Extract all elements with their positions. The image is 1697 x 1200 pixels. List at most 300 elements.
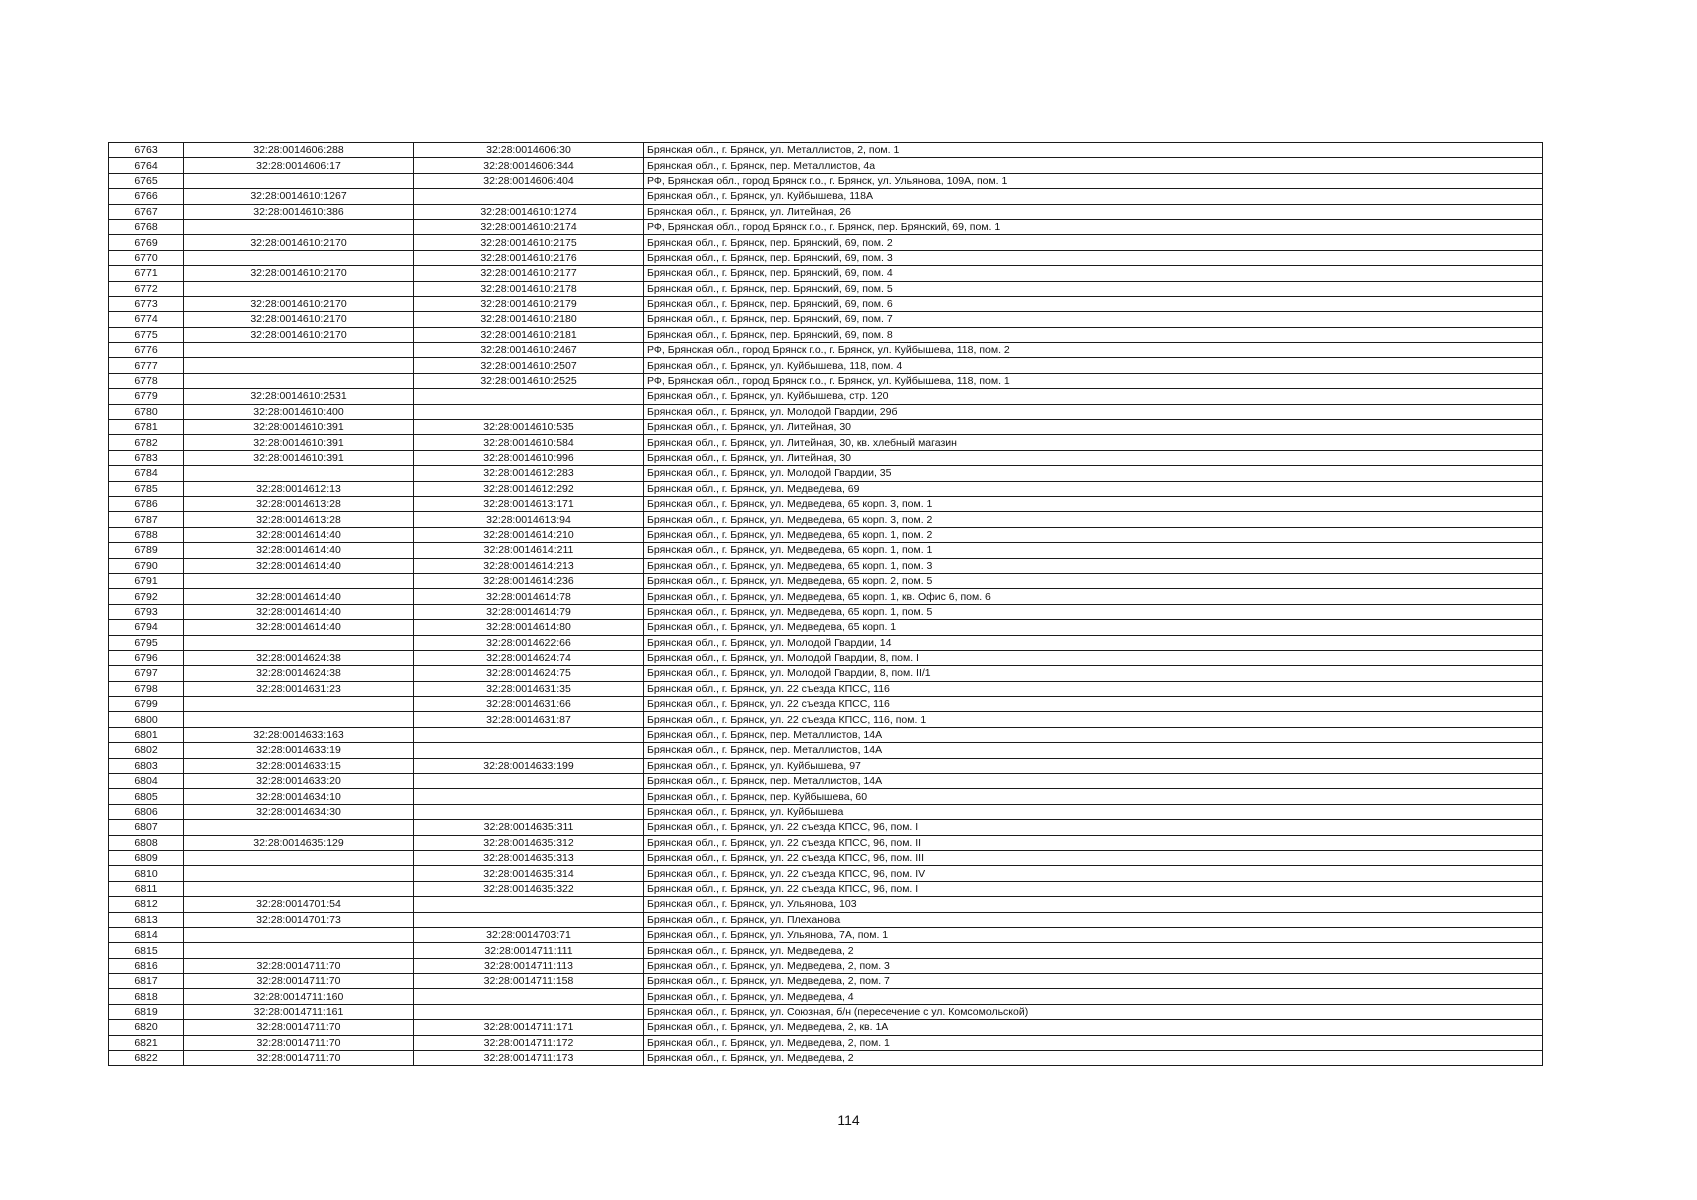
table-row	[109, 989, 1543, 1004]
object-number-cell: 32:28:0014612:292	[414, 481, 644, 496]
land-plot-number-cell: 32:28:0014633:19	[184, 743, 414, 758]
address-cell: Брянская обл., г. Брянск, ул. 22 съезда КПСС, 116	[644, 681, 1543, 696]
object-number-cell: 32:28:0014610:584	[414, 435, 644, 450]
address-cell: Брянская обл., г. Брянск, ул. Медведева, 65 корп. 1, пом. 5	[644, 604, 1543, 619]
address-cell: Брянская обл., г. Брянск, ул. Медведева, 65 корп. 1, кв. Офис 6, пом. 6	[644, 589, 1543, 604]
address-cell: Брянская обл., г. Брянск, ул. Медведева, 69	[644, 481, 1543, 496]
table-row	[109, 604, 1543, 619]
land-plot-number-cell: 32:28:0014633:163	[184, 727, 414, 742]
object-number-cell: 32:28:0014610:2181	[414, 327, 644, 342]
table-row	[109, 1035, 1543, 1050]
row-number-cell: 6806	[109, 804, 184, 819]
row-number-cell: 6765	[109, 173, 184, 188]
land-plot-number-cell: 32:28:0014634:10	[184, 789, 414, 804]
object-number-cell: 32:28:0014610:996	[414, 450, 644, 465]
object-number-cell	[414, 912, 644, 927]
address-cell: Брянская обл., г. Брянск, ул. Куйбышева	[644, 804, 1543, 819]
table-row	[109, 235, 1543, 250]
object-number-cell	[414, 989, 644, 1004]
row-number-cell: 6801	[109, 727, 184, 742]
land-plot-number-cell	[184, 712, 414, 727]
land-plot-number-cell	[184, 635, 414, 650]
object-number-cell	[414, 404, 644, 419]
row-number-cell: 6787	[109, 512, 184, 527]
row-number-cell: 6769	[109, 235, 184, 250]
table-row	[109, 204, 1543, 219]
table-row	[109, 558, 1543, 573]
address-cell: Брянская обл., г. Брянск, ул. Медведева, 65 корп. 1, пом. 2	[644, 527, 1543, 542]
land-plot-number-cell	[184, 466, 414, 481]
table-row	[109, 881, 1543, 896]
table-row	[109, 266, 1543, 281]
address-cell: Брянская обл., г. Брянск, ул. Молодой Гвардии, 8, пом. I	[644, 650, 1543, 665]
table-row	[109, 543, 1543, 558]
table-row	[109, 620, 1543, 635]
row-number-cell: 6788	[109, 527, 184, 542]
table-row	[109, 727, 1543, 742]
land-plot-number-cell	[184, 173, 414, 188]
land-plot-number-cell	[184, 343, 414, 358]
address-cell: Брянская обл., г. Брянск, ул. Медведева, 2, пом. 7	[644, 974, 1543, 989]
land-plot-number-cell	[184, 820, 414, 835]
object-number-cell: 32:28:0014614:210	[414, 527, 644, 542]
row-number-cell: 6805	[109, 789, 184, 804]
land-plot-number-cell	[184, 573, 414, 588]
object-number-cell: 32:28:0014622:66	[414, 635, 644, 650]
land-plot-number-cell: 32:28:0014614:40	[184, 604, 414, 619]
address-cell: Брянская обл., г. Брянск, ул. Молодой Гвардии, 14	[644, 635, 1543, 650]
address-cell: Брянская обл., г. Брянск, ул. Медведева, 2, кв. 1А	[644, 1020, 1543, 1035]
land-plot-number-cell: 32:28:0014610:391	[184, 450, 414, 465]
row-number-cell: 6819	[109, 1004, 184, 1019]
page-number: 114	[837, 1112, 860, 1128]
address-cell: РФ, Брянская обл., город Брянск г.о., г. Брянск, пер. Брянский, 69, пом. 1	[644, 219, 1543, 234]
address-cell: Брянская обл., г. Брянск, ул. 22 съезда КПСС, 116	[644, 697, 1543, 712]
address-cell: Брянская обл., г. Брянск, ул. Медведева, 65 корп. 1, пом. 3	[644, 558, 1543, 573]
table-row	[109, 312, 1543, 327]
table-row	[109, 219, 1543, 234]
land-plot-number-cell: 32:28:0014711:160	[184, 989, 414, 1004]
row-number-cell: 6786	[109, 496, 184, 511]
land-plot-number-cell: 32:28:0014633:20	[184, 774, 414, 789]
land-plot-number-cell: 32:28:0014610:391	[184, 420, 414, 435]
land-plot-number-cell	[184, 850, 414, 865]
address-cell: Брянская обл., г. Брянск, ул. Медведева, 65 корп. 2, пом. 5	[644, 573, 1543, 588]
land-plot-number-cell	[184, 881, 414, 896]
object-number-cell: 32:28:0014711:158	[414, 974, 644, 989]
table-row	[109, 650, 1543, 665]
table-row	[109, 481, 1543, 496]
table-row	[109, 143, 1543, 158]
address-cell: Брянская обл., г. Брянск, ул. Молодой Гвардии, 8, пом. II/1	[644, 666, 1543, 681]
table-row	[109, 358, 1543, 373]
table-row	[109, 789, 1543, 804]
object-number-cell: 32:28:0014635:313	[414, 850, 644, 865]
land-plot-number-cell: 32:28:0014635:129	[184, 835, 414, 850]
land-plot-number-cell: 32:28:0014606:288	[184, 143, 414, 158]
object-number-cell: 32:28:0014711:171	[414, 1020, 644, 1035]
land-plot-number-cell	[184, 866, 414, 881]
table-row	[109, 589, 1543, 604]
land-plot-number-cell: 32:28:0014610:1267	[184, 189, 414, 204]
address-cell: Брянская обл., г. Брянск, ул. Медведева, 65 корп. 3, пом. 2	[644, 512, 1543, 527]
table-row	[109, 697, 1543, 712]
land-plot-number-cell	[184, 373, 414, 388]
table-row	[109, 189, 1543, 204]
object-number-cell: 32:28:0014614:213	[414, 558, 644, 573]
address-cell: Брянская обл., г. Брянск, ул. Куйбышева, 97	[644, 758, 1543, 773]
table-row	[109, 404, 1543, 419]
land-plot-number-cell: 32:28:0014613:28	[184, 496, 414, 511]
address-cell: Брянская обл., г. Брянск, ул. 22 съезда КПСС, 96, пом. IV	[644, 866, 1543, 881]
object-number-cell: 32:28:0014635:311	[414, 820, 644, 835]
address-cell: Брянская обл., г. Брянск, пер. Брянский, 69, пом. 5	[644, 281, 1543, 296]
object-number-cell: 32:28:0014703:71	[414, 927, 644, 942]
row-number-cell: 6793	[109, 604, 184, 619]
object-number-cell: 32:28:0014711:172	[414, 1035, 644, 1050]
address-cell: Брянская обл., г. Брянск, ул. 22 съезда КПСС, 96, пом. III	[644, 850, 1543, 865]
land-plot-number-cell: 32:28:0014711:161	[184, 1004, 414, 1019]
address-cell: Брянская обл., г. Брянск, пер. Куйбышева, 60	[644, 789, 1543, 804]
row-number-cell: 6781	[109, 420, 184, 435]
table-row	[109, 435, 1543, 450]
table-row	[109, 250, 1543, 265]
row-number-cell: 6810	[109, 866, 184, 881]
row-number-cell: 6777	[109, 358, 184, 373]
address-cell: Брянская обл., г. Брянск, ул. 22 съезда КПСС, 96, пом. I	[644, 820, 1543, 835]
land-plot-number-cell: 32:28:0014624:38	[184, 666, 414, 681]
address-cell: Брянская обл., г. Брянск, пер. Брянский, 69, пом. 3	[644, 250, 1543, 265]
row-number-cell: 6782	[109, 435, 184, 450]
object-number-cell: 32:28:0014610:2525	[414, 373, 644, 388]
object-number-cell: 32:28:0014606:404	[414, 173, 644, 188]
land-plot-number-cell: 32:28:0014610:400	[184, 404, 414, 419]
table-row	[109, 281, 1543, 296]
land-plot-number-cell: 32:28:0014610:2170	[184, 266, 414, 281]
object-number-cell: 32:28:0014613:94	[414, 512, 644, 527]
object-number-cell	[414, 789, 644, 804]
row-number-cell: 6804	[109, 774, 184, 789]
object-number-cell: 32:28:0014613:171	[414, 496, 644, 511]
address-cell: Брянская обл., г. Брянск, ул. Куйбышева, стр. 120	[644, 389, 1543, 404]
row-number-cell: 6802	[109, 743, 184, 758]
address-cell: Брянская обл., г. Брянск, ул. Медведева, 2, пом. 1	[644, 1035, 1543, 1050]
table-row	[109, 343, 1543, 358]
address-cell: Брянская обл., г. Брянск, пер. Брянский, 69, пом. 6	[644, 296, 1543, 311]
object-number-cell: 32:28:0014610:535	[414, 420, 644, 435]
row-number-cell: 6791	[109, 573, 184, 588]
land-plot-number-cell: 32:28:0014711:70	[184, 958, 414, 973]
object-number-cell: 32:28:0014614:78	[414, 589, 644, 604]
table-row	[109, 666, 1543, 681]
table-row	[109, 835, 1543, 850]
land-plot-number-cell: 32:28:0014614:40	[184, 589, 414, 604]
row-number-cell: 6808	[109, 835, 184, 850]
table-row	[109, 958, 1543, 973]
address-cell: РФ, Брянская обл., город Брянск г.о., г. Брянск, ул. Куйбышева, 118, пом. 1	[644, 373, 1543, 388]
object-number-cell: 32:28:0014624:75	[414, 666, 644, 681]
land-plot-number-cell: 32:28:0014711:70	[184, 1035, 414, 1050]
address-cell: РФ, Брянская обл., город Брянск г.о., г. Брянск, ул. Куйбышева, 118, пом. 2	[644, 343, 1543, 358]
table-row	[109, 820, 1543, 835]
object-number-cell: 32:28:0014624:74	[414, 650, 644, 665]
address-cell: Брянская обл., г. Брянск, ул. Медведева, 65 корп. 1, пом. 1	[644, 543, 1543, 558]
land-plot-number-cell: 32:28:0014711:70	[184, 1020, 414, 1035]
address-cell: Брянская обл., г. Брянск, пер. Брянский, 69, пом. 8	[644, 327, 1543, 342]
row-number-cell: 6797	[109, 666, 184, 681]
table-row	[109, 450, 1543, 465]
row-number-cell: 6807	[109, 820, 184, 835]
land-plot-number-cell: 32:28:0014614:40	[184, 527, 414, 542]
object-number-cell	[414, 804, 644, 819]
table-row	[109, 927, 1543, 942]
row-number-cell: 6795	[109, 635, 184, 650]
table-row	[109, 712, 1543, 727]
object-number-cell	[414, 1004, 644, 1019]
table-row	[109, 496, 1543, 511]
object-number-cell: 32:28:0014610:2507	[414, 358, 644, 373]
table-row	[109, 173, 1543, 188]
row-number-cell: 6794	[109, 620, 184, 635]
address-cell: Брянская обл., г. Брянск, пер. Брянский, 69, пом. 2	[644, 235, 1543, 250]
address-cell: Брянская обл., г. Брянск, ул. Литейная, 30	[644, 450, 1543, 465]
table-row	[109, 774, 1543, 789]
row-number-cell: 6773	[109, 296, 184, 311]
row-number-cell: 6770	[109, 250, 184, 265]
land-plot-number-cell: 32:28:0014711:70	[184, 974, 414, 989]
object-number-cell: 32:28:0014635:314	[414, 866, 644, 881]
table-row	[109, 850, 1543, 865]
table-row	[109, 758, 1543, 773]
object-number-cell: 32:28:0014711:113	[414, 958, 644, 973]
object-number-cell: 32:28:0014614:80	[414, 620, 644, 635]
object-number-cell: 32:28:0014633:199	[414, 758, 644, 773]
row-number-cell: 6775	[109, 327, 184, 342]
row-number-cell: 6796	[109, 650, 184, 665]
address-cell: Брянская обл., г. Брянск, ул. Медведева, 4	[644, 989, 1543, 1004]
land-plot-number-cell: 32:28:0014606:17	[184, 158, 414, 173]
table-row	[109, 466, 1543, 481]
address-cell: РФ, Брянская обл., город Брянск г.о., г. Брянск, ул. Ульянова, 109А, пом. 1	[644, 173, 1543, 188]
table-row	[109, 943, 1543, 958]
land-plot-number-cell: 32:28:0014634:30	[184, 804, 414, 819]
address-cell: Брянская обл., г. Брянск, ул. Плеханова	[644, 912, 1543, 927]
object-number-cell	[414, 189, 644, 204]
table-row	[109, 512, 1543, 527]
object-number-cell: 32:28:0014614:211	[414, 543, 644, 558]
row-number-cell: 6792	[109, 589, 184, 604]
address-cell: Брянская обл., г. Брянск, ул. Молодой Гвардии, 35	[644, 466, 1543, 481]
table-row	[109, 974, 1543, 989]
property-registry-table	[108, 142, 1543, 1066]
address-cell: Брянская обл., г. Брянск, ул. 22 съезда КПСС, 116, пом. 1	[644, 712, 1543, 727]
land-plot-number-cell	[184, 697, 414, 712]
row-number-cell: 6763	[109, 143, 184, 158]
table-row	[109, 327, 1543, 342]
address-cell: Брянская обл., г. Брянск, ул. Литейная, 30	[644, 420, 1543, 435]
address-cell: Брянская обл., г. Брянск, пер. Металлистов, 14А	[644, 774, 1543, 789]
land-plot-number-cell	[184, 250, 414, 265]
land-plot-number-cell	[184, 943, 414, 958]
table-row	[109, 158, 1543, 173]
object-number-cell: 32:28:0014610:2175	[414, 235, 644, 250]
table-row	[109, 420, 1543, 435]
row-number-cell: 6778	[109, 373, 184, 388]
row-number-cell: 6811	[109, 881, 184, 896]
registry-table-body	[109, 143, 1543, 1066]
object-number-cell	[414, 727, 644, 742]
object-number-cell: 32:28:0014711:111	[414, 943, 644, 958]
object-number-cell: 32:28:0014631:66	[414, 697, 644, 712]
land-plot-number-cell: 32:28:0014711:70	[184, 1051, 414, 1066]
land-plot-number-cell: 32:28:0014624:38	[184, 650, 414, 665]
row-number-cell: 6813	[109, 912, 184, 927]
address-cell: Брянская обл., г. Брянск, ул. 22 съезда КПСС, 96, пом. I	[644, 881, 1543, 896]
table-row	[109, 1020, 1543, 1035]
object-number-cell: 32:28:0014635:322	[414, 881, 644, 896]
object-number-cell: 32:28:0014614:236	[414, 573, 644, 588]
row-number-cell: 6774	[109, 312, 184, 327]
address-cell: Брянская обл., г. Брянск, пер. Брянский, 69, пом. 7	[644, 312, 1543, 327]
row-number-cell: 6771	[109, 266, 184, 281]
land-plot-number-cell: 32:28:0014610:2170	[184, 296, 414, 311]
row-number-cell: 6820	[109, 1020, 184, 1035]
address-cell: Брянская обл., г. Брянск, ул. Куйбышева, 118, пом. 4	[644, 358, 1543, 373]
land-plot-number-cell: 32:28:0014612:13	[184, 481, 414, 496]
address-cell: Брянская обл., г. Брянск, ул. Медведева, 2	[644, 1051, 1543, 1066]
land-plot-number-cell: 32:28:0014614:40	[184, 558, 414, 573]
object-number-cell: 32:28:0014711:173	[414, 1051, 644, 1066]
row-number-cell: 6776	[109, 343, 184, 358]
table-row	[109, 1004, 1543, 1019]
object-number-cell: 32:28:0014610:2180	[414, 312, 644, 327]
row-number-cell: 6799	[109, 697, 184, 712]
table-row	[109, 681, 1543, 696]
object-number-cell: 32:28:0014614:79	[414, 604, 644, 619]
object-number-cell: 32:28:0014610:2467	[414, 343, 644, 358]
land-plot-number-cell: 32:28:0014633:15	[184, 758, 414, 773]
land-plot-number-cell: 32:28:0014610:2170	[184, 235, 414, 250]
land-plot-number-cell: 32:28:0014701:54	[184, 897, 414, 912]
row-number-cell: 6785	[109, 481, 184, 496]
table-row	[109, 1051, 1543, 1066]
address-cell: Брянская обл., г. Брянск, ул. Медведева, 65 корп. 3, пом. 1	[644, 496, 1543, 511]
land-plot-number-cell: 32:28:0014631:23	[184, 681, 414, 696]
object-number-cell: 32:28:0014606:30	[414, 143, 644, 158]
object-number-cell	[414, 743, 644, 758]
table-row	[109, 635, 1543, 650]
row-number-cell: 6772	[109, 281, 184, 296]
object-number-cell: 32:28:0014635:312	[414, 835, 644, 850]
address-cell: Брянская обл., г. Брянск, ул. Медведева, 2	[644, 943, 1543, 958]
address-cell: Брянская обл., г. Брянск, ул. Союзная, б/н (пересечение с ул. Комсомольской)	[644, 1004, 1543, 1019]
table-row	[109, 373, 1543, 388]
object-number-cell: 32:28:0014606:344	[414, 158, 644, 173]
row-number-cell: 6815	[109, 943, 184, 958]
land-plot-number-cell	[184, 219, 414, 234]
object-number-cell: 32:28:0014631:35	[414, 681, 644, 696]
row-number-cell: 6790	[109, 558, 184, 573]
object-number-cell: 32:28:0014610:2176	[414, 250, 644, 265]
address-cell: Брянская обл., г. Брянск, ул. Ульянова, 7А, пом. 1	[644, 927, 1543, 942]
land-plot-number-cell: 32:28:0014613:28	[184, 512, 414, 527]
address-cell: Брянская обл., г. Брянск, пер. Металлистов, 14А	[644, 743, 1543, 758]
address-cell: Брянская обл., г. Брянск, ул. Металлистов, 2, пом. 1	[644, 143, 1543, 158]
object-number-cell: 32:28:0014612:283	[414, 466, 644, 481]
land-plot-number-cell: 32:28:0014610:2170	[184, 327, 414, 342]
row-number-cell: 6800	[109, 712, 184, 727]
object-number-cell: 32:28:0014610:2174	[414, 219, 644, 234]
table-row	[109, 527, 1543, 542]
object-number-cell: 32:28:0014610:2179	[414, 296, 644, 311]
table-row	[109, 912, 1543, 927]
row-number-cell: 6798	[109, 681, 184, 696]
address-cell: Брянская обл., г. Брянск, ул. Литейная, 30, кв. хлебный магазин	[644, 435, 1543, 450]
row-number-cell: 6789	[109, 543, 184, 558]
row-number-cell: 6803	[109, 758, 184, 773]
object-number-cell: 32:28:0014610:2178	[414, 281, 644, 296]
row-number-cell: 6766	[109, 189, 184, 204]
land-plot-number-cell	[184, 358, 414, 373]
address-cell: Брянская обл., г. Брянск, ул. Медведева, 65 корп. 1	[644, 620, 1543, 635]
land-plot-number-cell: 32:28:0014614:40	[184, 543, 414, 558]
object-number-cell	[414, 897, 644, 912]
land-plot-number-cell	[184, 927, 414, 942]
address-cell: Брянская обл., г. Брянск, пер. Металлистов, 4а	[644, 158, 1543, 173]
address-cell: Брянская обл., г. Брянск, ул. Медведева, 2, пом. 3	[644, 958, 1543, 973]
object-number-cell	[414, 389, 644, 404]
row-number-cell: 6821	[109, 1035, 184, 1050]
table-row	[109, 743, 1543, 758]
address-cell: Брянская обл., г. Брянск, ул. Ульянова, 103	[644, 897, 1543, 912]
land-plot-number-cell	[184, 281, 414, 296]
row-number-cell: 6818	[109, 989, 184, 1004]
row-number-cell: 6779	[109, 389, 184, 404]
table-row	[109, 573, 1543, 588]
land-plot-number-cell: 32:28:0014610:2531	[184, 389, 414, 404]
object-number-cell: 32:28:0014631:87	[414, 712, 644, 727]
address-cell: Брянская обл., г. Брянск, пер. Металлистов, 14А	[644, 727, 1543, 742]
row-number-cell: 6822	[109, 1051, 184, 1066]
address-cell: Брянская обл., г. Брянск, ул. Литейная, 26	[644, 204, 1543, 219]
row-number-cell: 6768	[109, 219, 184, 234]
row-number-cell: 6764	[109, 158, 184, 173]
address-cell: Брянская обл., г. Брянск, ул. Куйбышева, 118А	[644, 189, 1543, 204]
address-cell: Брянская обл., г. Брянск, пер. Брянский, 69, пом. 4	[644, 266, 1543, 281]
table-row	[109, 866, 1543, 881]
row-number-cell: 6809	[109, 850, 184, 865]
row-number-cell: 6816	[109, 958, 184, 973]
table-row	[109, 897, 1543, 912]
address-cell: Брянская обл., г. Брянск, ул. 22 съезда КПСС, 96, пом. II	[644, 835, 1543, 850]
object-number-cell: 32:28:0014610:1274	[414, 204, 644, 219]
table-row	[109, 804, 1543, 819]
table-row	[109, 389, 1543, 404]
table-row	[109, 296, 1543, 311]
land-plot-number-cell: 32:28:0014610:2170	[184, 312, 414, 327]
land-plot-number-cell: 32:28:0014614:40	[184, 620, 414, 635]
row-number-cell: 6814	[109, 927, 184, 942]
row-number-cell: 6780	[109, 404, 184, 419]
row-number-cell: 6812	[109, 897, 184, 912]
land-plot-number-cell: 32:28:0014610:386	[184, 204, 414, 219]
row-number-cell: 6817	[109, 974, 184, 989]
land-plot-number-cell: 32:28:0014701:73	[184, 912, 414, 927]
row-number-cell: 6767	[109, 204, 184, 219]
object-number-cell: 32:28:0014610:2177	[414, 266, 644, 281]
object-number-cell	[414, 774, 644, 789]
address-cell: Брянская обл., г. Брянск, ул. Молодой Гвардии, 29б	[644, 404, 1543, 419]
